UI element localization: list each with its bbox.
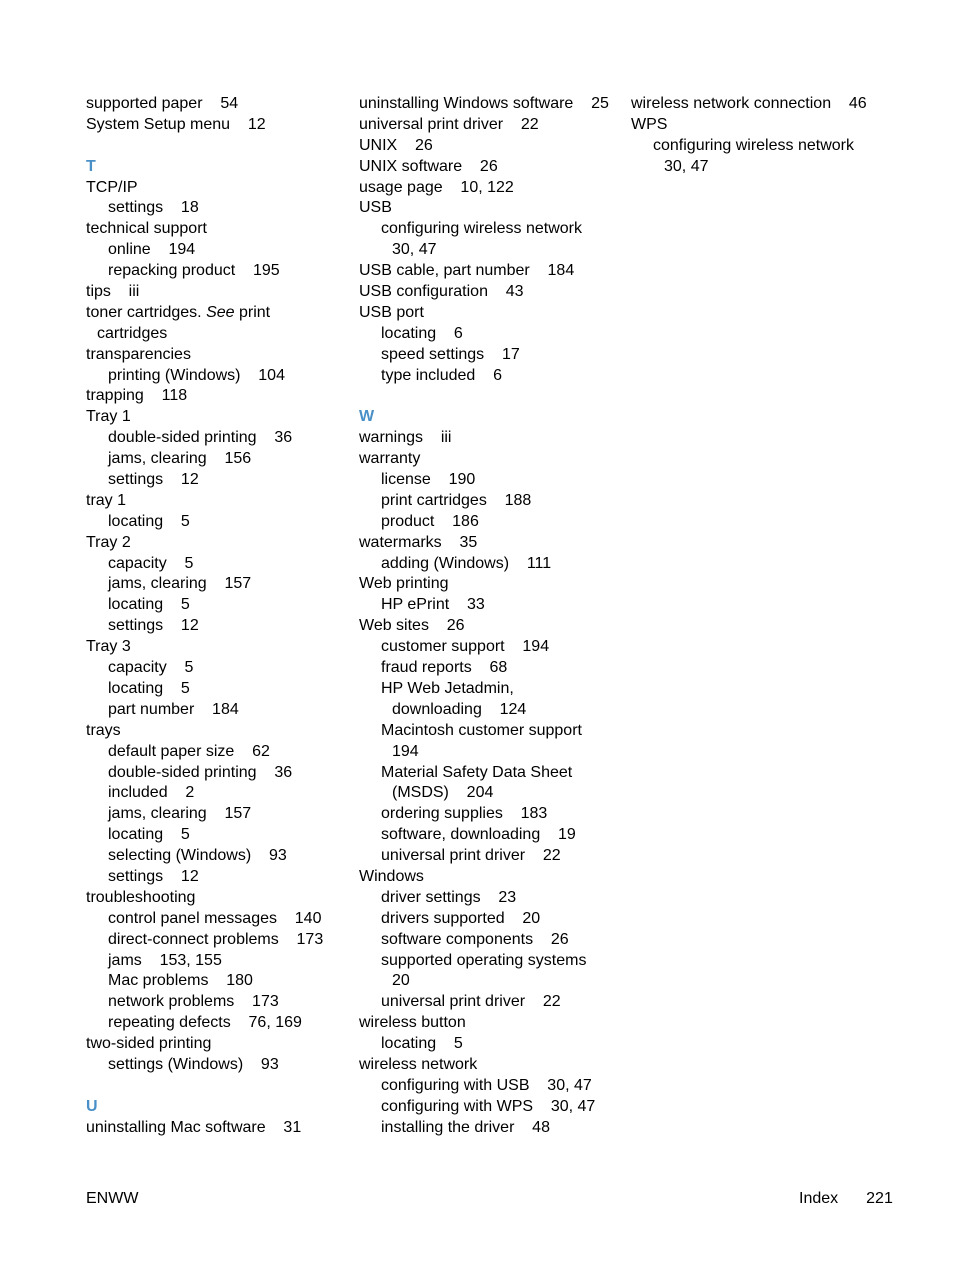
index-entry-continuation: 30, 47 — [392, 241, 437, 259]
index-subentry: jams 153, 155 — [108, 951, 222, 969]
index-entry: Windows — [359, 867, 424, 885]
index-subentry: software components 26 — [381, 930, 569, 948]
index-entry: USB cable, part number 184 — [359, 262, 575, 280]
index-subentry: locating 5 — [108, 596, 190, 614]
index-subentry: Material Safety Data Sheet — [381, 763, 573, 781]
footer-page-number: 221 — [866, 1190, 893, 1207]
see-reference: See — [206, 303, 235, 321]
index-entry: Tray 1 — [86, 408, 131, 426]
index-entry: TCP/IP — [86, 178, 138, 196]
index-subentry: included 2 — [108, 784, 195, 802]
index-entry: System Setup menu 12 — [86, 115, 266, 133]
index-entry: transparencies — [86, 345, 191, 363]
index-entry: technical support — [86, 220, 207, 238]
index-entry: wireless network — [359, 1055, 478, 1073]
index-subentry: license 190 — [381, 471, 476, 489]
index-subentry: configuring with WPS 30, 47 — [381, 1097, 596, 1115]
index-entry: tray 1 — [86, 491, 127, 509]
index-entry: watermarks 35 — [359, 533, 478, 551]
entry-text-after: print — [234, 303, 271, 321]
index-letter-heading: W — [359, 408, 375, 426]
index-column-2 — [359, 94, 619, 1139]
index-entry: Tray 3 — [86, 638, 131, 656]
index-subentry: product 186 — [381, 512, 479, 530]
index-entry: UNIX software 26 — [359, 157, 498, 175]
index-subentry: settings 18 — [108, 199, 199, 217]
index-subentry: settings 12 — [108, 471, 199, 489]
index-subentry: HP ePrint 33 — [381, 596, 485, 614]
index-subentry: speed settings 17 — [381, 345, 520, 363]
section-spacer — [359, 386, 619, 407]
index-subentry: installing the driver 48 — [381, 1118, 550, 1136]
footer-page-info — [799, 1189, 893, 1209]
index-subentry: double-sided printing 36 — [108, 763, 293, 781]
index-subentry: network problems 173 — [108, 993, 279, 1011]
index-subentry: configuring wireless network — [653, 136, 854, 154]
index-entry-continuation: 30, 47 — [664, 157, 709, 175]
index-entry: warranty — [359, 450, 421, 468]
index-subentry: configuring wireless network — [381, 220, 582, 238]
index-subentry: selecting (Windows) 93 — [108, 847, 287, 865]
index-entry: Web printing — [359, 575, 449, 593]
index-subentry: Mac problems 180 — [108, 972, 253, 990]
index-entry: USB port — [359, 303, 424, 321]
index-subentry: jams, clearing 157 — [108, 575, 252, 593]
index-entry-continuation: cartridges — [97, 324, 168, 342]
index-entry: uninstalling Mac software 31 — [86, 1118, 302, 1136]
index-subentry: customer support 194 — [381, 638, 550, 656]
index-subentry: settings (Windows) 93 — [108, 1055, 279, 1073]
index-subentry: supported operating systems — [381, 951, 587, 969]
index-subentry: part number 184 — [108, 700, 239, 718]
index-subentry: jams, clearing 157 — [108, 805, 252, 823]
index-entry: troubleshooting — [86, 888, 196, 906]
index-entry: universal print driver 22 — [359, 115, 539, 133]
index-subentry: control panel messages 140 — [108, 909, 322, 927]
index-entry-continuation: 194 — [392, 742, 419, 760]
index-letter-heading: T — [86, 157, 96, 175]
index-entry: warnings iii — [359, 429, 452, 447]
index-entry-continuation: downloading 124 — [392, 700, 527, 718]
index-entry: tips iii — [86, 283, 140, 301]
index-entry: USB — [359, 199, 392, 217]
index-subentry: settings 12 — [108, 617, 199, 635]
index-entry: supported paper 54 — [86, 95, 239, 112]
index-subentry: type included 6 — [381, 366, 502, 384]
index-column-3 — [631, 94, 931, 178]
index-subentry: driver settings 23 — [381, 888, 517, 906]
index-subentry: locating 5 — [381, 1035, 463, 1053]
index-subentry: universal print driver 22 — [381, 847, 561, 865]
index-subentry: jams, clearing 156 — [108, 450, 252, 468]
index-entry: Tray 2 — [86, 533, 131, 551]
index-entry: uninstalling Windows software 25 — [359, 95, 609, 112]
index-subentry: default paper size 62 — [108, 742, 270, 760]
index-subentry: printing (Windows) 104 — [108, 366, 285, 384]
index-subentry: software, downloading 19 — [381, 826, 576, 844]
index-entry: wireless button — [359, 1014, 466, 1032]
index-letter-heading: U — [86, 1097, 98, 1115]
index-subentry: double-sided printing 36 — [108, 429, 293, 447]
section-spacer — [86, 136, 346, 157]
index-subentry: online 194 — [108, 241, 196, 259]
index-entry: UNIX 26 — [359, 136, 433, 154]
entry-text: toner cartridges. — [86, 303, 207, 321]
index-entry: USB configuration 43 — [359, 283, 524, 301]
index-subentry: locating 6 — [381, 324, 463, 342]
index-subentry: HP Web Jetadmin, — [381, 679, 514, 697]
index-entry: trapping 118 — [86, 387, 188, 405]
index-subentry: drivers supported 20 — [381, 909, 541, 927]
index-subentry: locating 5 — [108, 679, 190, 697]
index-entry: trays — [86, 721, 121, 739]
index-entry — [86, 303, 346, 324]
index-entry: wireless network connection 46 — [631, 95, 867, 112]
index-subentry: print cartridges 188 — [381, 491, 532, 509]
index-subentry: repeating defects 76, 169 — [108, 1014, 302, 1032]
index-entry: Web sites 26 — [359, 617, 465, 635]
section-spacer — [86, 1076, 346, 1097]
index-entry-continuation: 20 — [392, 972, 410, 990]
index-subentry: settings 12 — [108, 867, 199, 885]
index-column-1 — [86, 94, 346, 1139]
index-subentry: repacking product 195 — [108, 262, 280, 280]
index-subentry: configuring with USB 30, 47 — [381, 1076, 592, 1094]
index-subentry: locating 5 — [108, 512, 190, 530]
index-subentry: Macintosh customer support — [381, 721, 582, 739]
index-entry: two-sided printing — [86, 1035, 212, 1053]
index-subentry: capacity 5 — [108, 554, 194, 572]
index-entry-continuation: (MSDS) 204 — [392, 784, 494, 802]
index-subentry: locating 5 — [108, 826, 190, 844]
index-subentry: fraud reports 68 — [381, 659, 508, 677]
index-subentry: universal print driver 22 — [381, 993, 561, 1011]
index-subentry: direct-connect problems 173 — [108, 930, 324, 948]
index-subentry: ordering supplies 183 — [381, 805, 548, 823]
footer-section: Index — [799, 1190, 839, 1207]
index-subentry: adding (Windows) 111 — [381, 554, 552, 572]
index-subentry: capacity 5 — [108, 659, 194, 677]
footer-publication: ENWW — [86, 1190, 139, 1207]
index-entry: WPS — [631, 115, 668, 133]
index-entry: usage page 10, 122 — [359, 178, 514, 196]
